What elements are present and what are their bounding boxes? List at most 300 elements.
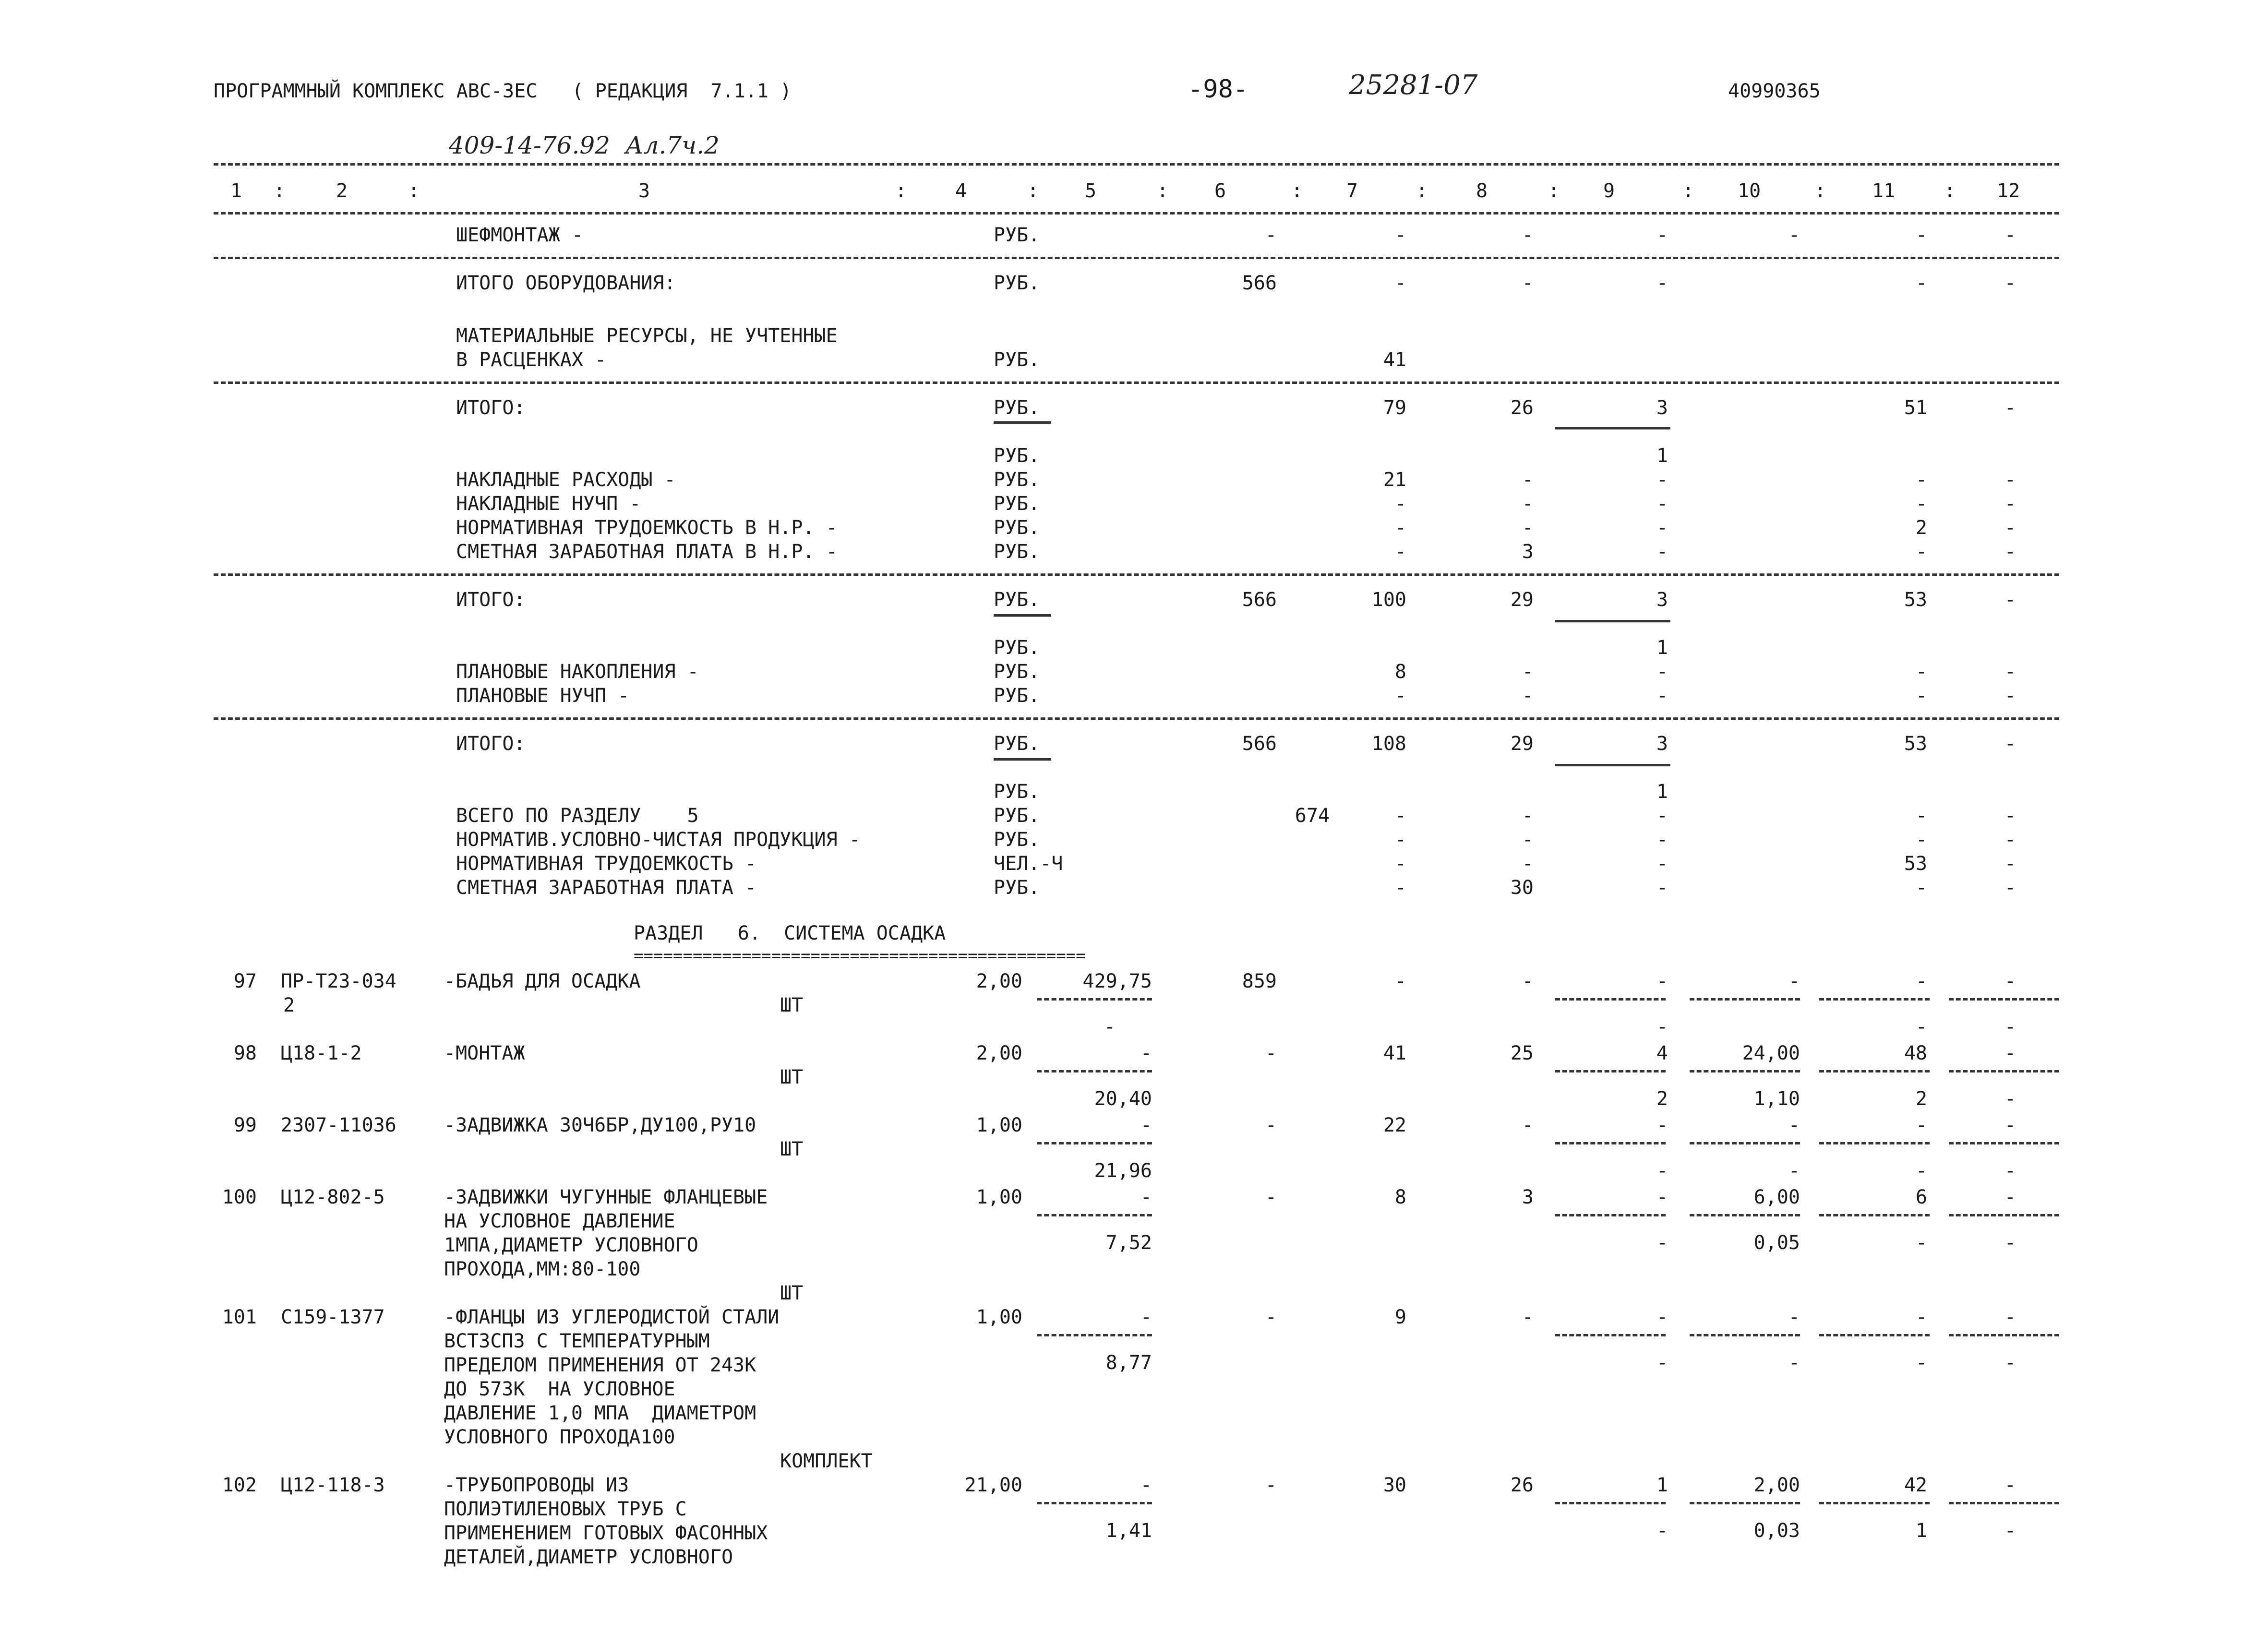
item-description: НА УСЛОВНОЕ ДАВЛЕНИЕ [444, 1210, 675, 1232]
item-sub-col12: - [2004, 1088, 2016, 1110]
program-title: ПРОГРАММНЫЙ КОМПЛЕКС АВС-3ЕС ( РЕДАКЦИЯ 7.1.1 ) [214, 80, 792, 102]
item-sub-price: 21,96 [1094, 1160, 1152, 1182]
column-separator: : [1814, 180, 1826, 202]
summary-col12: - [2004, 493, 2016, 515]
summary-col7: - [1394, 829, 1406, 851]
summary-col9: - [1656, 829, 1668, 851]
item-number: 101 [222, 1306, 257, 1328]
summary-col11: - [1915, 685, 1927, 707]
item-description: ДО 573К НА УСЛОВНОЕ [444, 1378, 675, 1400]
item-number: 102 [222, 1474, 257, 1496]
summary-col6: - [1265, 224, 1277, 246]
item-col8: 25 [1510, 1042, 1534, 1064]
item-unit: ШТ [780, 1282, 804, 1304]
summary-unit: РУБ. [994, 589, 1040, 611]
summary-col7: 100 [1371, 589, 1406, 611]
item-col11: 6 [1915, 1186, 1927, 1208]
summary-col11: - [1915, 541, 1927, 563]
summary-col12: - [2004, 589, 2016, 611]
column-separator: : [1548, 180, 1560, 202]
item-unit-price: - [1140, 1186, 1152, 1208]
summary-col12: - [2004, 541, 2016, 563]
column-number: 10 [1738, 180, 1761, 202]
item-code: 2307-11036 [281, 1114, 396, 1136]
col9-underline [1555, 427, 1670, 429]
cost-underline [1819, 1334, 1930, 1336]
item-description: ДАВЛЕНИЕ 1,0 МПА ДИАМЕТРОМ [444, 1402, 756, 1424]
item-col10: 6,00 [1753, 1186, 1800, 1208]
summary-rule [214, 717, 2059, 720]
item-description: -ЗАДВИЖКИ ЧУГУННЫЕ ФЛАНЦЕВЫЕ [444, 1186, 768, 1208]
item-quantity: 2,00 [976, 1042, 1022, 1064]
summary-label: ШЕФМОНТАЖ - [456, 224, 583, 246]
summary-col6: 566 [1242, 733, 1277, 755]
column-number: 4 [955, 180, 967, 202]
summary-unit: РУБ. [994, 397, 1040, 419]
item-sub-col11: 1 [1915, 1520, 1927, 1542]
summary-label: ПЛАНОВЫЕ НУЧП - [456, 685, 630, 707]
item-col11: - [1915, 1114, 1927, 1136]
cost-underline [1555, 1502, 1666, 1504]
item-col8: 3 [1522, 1186, 1534, 1208]
summary-col7: - [1394, 272, 1406, 294]
summary-col11: - [1915, 224, 1927, 246]
summary-col9: - [1656, 224, 1668, 246]
item-col12: - [2004, 1306, 2016, 1328]
cost-underline [1555, 1142, 1666, 1144]
price-underline [1037, 1070, 1152, 1072]
summary-rule [214, 573, 2059, 576]
summary-label: МАТЕРИАЛЬНЫЕ РЕСУРСЫ, НЕ УЧТЕННЫЕ [456, 325, 838, 347]
item-cost: - [1265, 1042, 1277, 1064]
summary-col7: - [1394, 493, 1406, 515]
cost-underline [1555, 1070, 1666, 1072]
summary-col7: 108 [1371, 733, 1406, 755]
item-col12: - [2004, 1474, 2016, 1496]
column-separator: : [1027, 180, 1039, 202]
summary-col9: 3 [1656, 589, 1668, 611]
summary-col12: - [2004, 224, 2016, 246]
header-rule-bottom [214, 212, 2059, 214]
item-sub-price: 7,52 [1105, 1232, 1152, 1254]
summary-label: ПЛАНОВЫЕ НАКОПЛЕНИЯ - [456, 661, 699, 683]
item-description: УСЛОВНОГО ПРОХОДА100 [444, 1426, 675, 1448]
col9-underline [1555, 620, 1670, 622]
item-col12: - [2004, 970, 2016, 992]
summary-col9: - [1656, 541, 1668, 563]
item-quantity: 2,00 [976, 970, 1022, 992]
item-unit: ШТ [780, 994, 804, 1016]
summary-col9: - [1656, 469, 1668, 491]
cost-underline [1555, 1214, 1666, 1216]
summary-label: НОРМАТИВНАЯ ТРУДОЕМКОСТЬ - [456, 853, 757, 875]
summary-col8: 3 [1522, 541, 1534, 563]
cost-underline [1690, 1070, 1800, 1072]
cost-underline [1690, 1334, 1800, 1336]
summary-label: ИТОГО ОБОРУДОВАНИЯ: [456, 272, 676, 294]
summary-label: НОРМАТИВНАЯ ТРУДОЕМКОСТЬ В Н.Р. - [456, 517, 838, 539]
summary-unit: РУБ. [994, 805, 1040, 827]
price-underline [1037, 1334, 1152, 1336]
cost-underline [1949, 998, 2059, 1001]
summary-col7: - [1394, 853, 1406, 875]
item-unit: КОМПЛЕКТ [780, 1450, 873, 1472]
section-title: РАЗДЕЛ 6. СИСТЕМА ОСАДКА [634, 922, 946, 944]
summary-col8: - [1522, 517, 1534, 539]
section-title-rule: ============================================== [634, 946, 1086, 965]
item-col8: - [1522, 1306, 1534, 1328]
column-number: 12 [1997, 180, 2020, 202]
unit-underline [994, 758, 1051, 761]
cost-underline [1690, 1502, 1800, 1504]
summary-col12: - [2004, 733, 2016, 755]
item-description: ПРИМЕНЕНИЕМ ГОТОВЫХ ФАСОННЫХ [444, 1522, 768, 1544]
item-number: 100 [222, 1186, 257, 1208]
summary-unit: РУБ. [994, 445, 1040, 467]
summary-col7: 41 [1383, 349, 1406, 371]
summary-rule [214, 381, 2059, 384]
column-number: 7 [1346, 180, 1358, 202]
item-col9: - [1656, 1306, 1668, 1328]
summary-col8: - [1522, 829, 1534, 851]
document-number: 40990365 [1728, 80, 1821, 102]
item-col11: - [1915, 1306, 1927, 1328]
summary-col12: - [2004, 272, 2016, 294]
item-col10: 2,00 [1753, 1474, 1800, 1496]
item-description: ВСТ3СП3 С ТЕМПЕРАТУРНЫМ [444, 1330, 710, 1352]
item-col9: 4 [1656, 1042, 1668, 1064]
item-number: 99 [233, 1114, 257, 1136]
item-sub-price: - [1104, 1016, 1116, 1038]
item-sub-price: 20,40 [1094, 1088, 1152, 1110]
item-sub-col10: - [1788, 1352, 1800, 1374]
item-col8: 26 [1510, 1474, 1534, 1496]
summary-label: ИТОГО: [456, 733, 526, 755]
cost-underline [1949, 1070, 2059, 1072]
item-description: ДЕТАЛЕЙ,ДИАМЕТР УСЛОВНОГО [444, 1546, 733, 1568]
item-code: С159-1377 [281, 1306, 385, 1328]
summary-col11: 53 [1904, 733, 1927, 755]
summary-unit: РУБ. [994, 877, 1040, 899]
summary-col8: - [1522, 853, 1534, 875]
item-col7: 22 [1383, 1114, 1406, 1136]
item-quantity: 1,00 [976, 1306, 1022, 1328]
summary-col8: 29 [1510, 733, 1534, 755]
item-col7: 8 [1394, 1186, 1406, 1208]
item-cost: - [1265, 1474, 1277, 1496]
summary-col11: - [1915, 829, 1927, 851]
summary-col11: 51 [1904, 397, 1927, 419]
item-sub-col10: 0,03 [1753, 1520, 1800, 1542]
cost-underline [1819, 1502, 1930, 1504]
summary-col8: 30 [1510, 877, 1534, 899]
summary-unit: РУБ. [994, 685, 1040, 707]
item-unit: ШТ [780, 1066, 804, 1088]
summary-col9: - [1656, 853, 1668, 875]
item-sub-col11: - [1915, 1352, 1927, 1374]
summary-col12: - [2004, 805, 2016, 827]
item-cost: - [1265, 1114, 1277, 1136]
summary-col11: - [1915, 272, 1927, 294]
column-separator: : [895, 180, 907, 202]
item-sub-col10: 0,05 [1753, 1232, 1800, 1254]
column-separator: : [1291, 180, 1303, 202]
item-sub-col9: 2 [1656, 1088, 1668, 1110]
item-unit-price: - [1140, 1042, 1152, 1064]
cost-underline [1949, 1214, 2059, 1216]
summary-col9: - [1656, 805, 1668, 827]
cost-underline [1555, 1334, 1666, 1336]
summary-col7: - [1394, 517, 1406, 539]
cost-underline [1690, 1214, 1800, 1216]
item-col9: 1 [1656, 1474, 1668, 1496]
cost-underline [1949, 1502, 2059, 1504]
price-underline [1037, 1142, 1152, 1144]
column-number: 5 [1085, 180, 1097, 202]
summary-col7: 21 [1383, 469, 1406, 491]
item-description: -ФЛАНЦЫ ИЗ УГЛЕРОДИСТОЙ СТАЛИ [444, 1306, 780, 1328]
item-number: 98 [233, 1042, 257, 1064]
cost-underline [1949, 1142, 2059, 1144]
item-sub-col9: - [1656, 1160, 1668, 1182]
column-number: 6 [1214, 180, 1226, 202]
item-sub-col11: 2 [1915, 1088, 1927, 1110]
summary-unit: РУБ. [994, 829, 1040, 851]
summary-col6: 674 [1295, 805, 1330, 827]
summary-col11: - [1915, 469, 1927, 491]
item-unit-price: - [1140, 1306, 1152, 1328]
handwritten-code: 25281-07 [1349, 70, 1478, 101]
summary-col12: - [2004, 469, 2016, 491]
summary-col12: - [2004, 517, 2016, 539]
summary-col8: - [1522, 493, 1534, 515]
column-separator: : [1157, 180, 1169, 202]
summary-col11: 53 [1904, 853, 1927, 875]
summary-col8: - [1522, 661, 1534, 683]
item-sub-col11: - [1915, 1016, 1927, 1038]
item-col8: - [1522, 1114, 1534, 1136]
item-sub-col10: - [1788, 1160, 1800, 1182]
column-number: 3 [638, 180, 650, 202]
item-description: -БАДЬЯ ДЛЯ ОСАДКА [444, 970, 641, 992]
summary-col8: - [1522, 469, 1534, 491]
item-code: ПР-Т23-034 [281, 970, 396, 992]
summary-col9: 1 [1656, 637, 1668, 659]
cost-underline [1819, 998, 1930, 1001]
column-separator: : [408, 180, 420, 202]
item-code: Ц18-1-2 [281, 1042, 362, 1064]
summary-col7: - [1394, 805, 1406, 827]
column-separator: : [1682, 180, 1694, 202]
summary-col11: - [1915, 805, 1927, 827]
summary-col9: - [1656, 517, 1668, 539]
summary-col7: - [1394, 877, 1406, 899]
summary-col7: 8 [1394, 661, 1406, 683]
summary-col12: - [2004, 685, 2016, 707]
summary-label: ВСЕГО ПО РАЗДЕЛУ 5 [456, 805, 699, 827]
column-separator: : [274, 180, 286, 202]
summary-col12: - [2004, 397, 2016, 419]
summary-unit: РУБ. [994, 517, 1040, 539]
summary-label: ИТОГО: [456, 397, 526, 419]
item-description: -ТРУБОПРОВОДЫ ИЗ [444, 1474, 629, 1496]
item-sub-col9: - [1656, 1520, 1668, 1542]
summary-col11: - [1915, 661, 1927, 683]
item-col11: 42 [1904, 1474, 1927, 1496]
item-col11: - [1915, 970, 1927, 992]
summary-col9: - [1656, 493, 1668, 515]
item-col9: - [1656, 1114, 1668, 1136]
cost-underline [1819, 1142, 1930, 1144]
summary-label: ИТОГО: [456, 589, 526, 611]
cost-underline [1555, 998, 1666, 1001]
summary-col7: - [1394, 685, 1406, 707]
item-col12: - [2004, 1114, 2016, 1136]
item-sub-price: 8,77 [1105, 1352, 1152, 1374]
item-sub-price: 1,41 [1105, 1520, 1152, 1542]
summary-col6: 566 [1242, 272, 1277, 294]
item-code: 2 [283, 994, 295, 1016]
item-col7: - [1394, 970, 1406, 992]
summary-col9: - [1656, 661, 1668, 683]
summary-label: СМЕТНАЯ ЗАРАБОТНАЯ ПЛАТА В Н.Р. - [456, 541, 838, 563]
column-number: 8 [1476, 180, 1488, 202]
summary-unit: ЧЕЛ.-Ч [994, 853, 1063, 875]
item-unit-price: - [1140, 1114, 1152, 1136]
item-description: ПРОХОДА,ММ:80-100 [444, 1258, 641, 1280]
column-number: 1 [230, 180, 242, 202]
unit-underline [994, 614, 1051, 617]
item-sub-col11: - [1915, 1160, 1927, 1182]
item-col9: - [1656, 1186, 1668, 1208]
item-col10: - [1788, 1306, 1800, 1328]
item-col9: - [1656, 970, 1668, 992]
item-unit-price: 429,75 [1082, 970, 1152, 992]
item-sub-col10: 1,10 [1753, 1088, 1800, 1110]
column-separator: : [1416, 180, 1428, 202]
summary-col7: - [1394, 541, 1406, 563]
cost-underline [1690, 998, 1800, 1001]
summary-unit: РУБ. [994, 272, 1040, 294]
summary-unit: РУБ. [994, 493, 1040, 515]
summary-col8: - [1522, 272, 1534, 294]
summary-label: В РАСЦЕНКАХ - [456, 349, 607, 371]
item-col10: - [1788, 970, 1800, 992]
item-col7: 9 [1394, 1306, 1406, 1328]
summary-col10: - [1788, 224, 1800, 246]
summary-col9: 3 [1656, 397, 1668, 419]
summary-label: НОРМАТИВ.УСЛОВНО-ЧИСТАЯ ПРОДУКЦИЯ - [456, 829, 861, 851]
item-col12: - [2004, 1186, 2016, 1208]
item-sub-col9: - [1656, 1232, 1668, 1254]
summary-col11: - [1915, 493, 1927, 515]
item-sub-col12: - [2004, 1160, 2016, 1182]
summary-label: СМЕТНАЯ ЗАРАБОТНАЯ ПЛАТА - [456, 877, 757, 899]
summary-col8: 26 [1510, 397, 1534, 419]
summary-unit: РУБ. [994, 733, 1040, 755]
item-cost: - [1265, 1186, 1277, 1208]
handwritten-reference: 409-14-76.92 Ал.7ч.2 [449, 131, 720, 159]
summary-col11: - [1915, 877, 1927, 899]
summary-col6: 566 [1242, 589, 1277, 611]
item-col10: - [1788, 1114, 1800, 1136]
summary-col9: - [1656, 877, 1668, 899]
summary-label: НАКЛАДНЫЕ НУЧП - [456, 493, 641, 515]
item-quantity: 1,00 [976, 1186, 1022, 1208]
item-sub-col12: - [2004, 1232, 2016, 1254]
summary-col8: - [1522, 224, 1534, 246]
summary-unit: РУБ. [994, 661, 1040, 683]
summary-col8: - [1522, 685, 1534, 707]
item-quantity: 21,00 [964, 1474, 1022, 1496]
item-unit-price: - [1140, 1474, 1152, 1496]
cost-underline [1949, 1334, 2059, 1336]
summary-col9: 1 [1656, 781, 1668, 803]
item-description: -МОНТАЖ [444, 1042, 525, 1064]
item-col7: 30 [1383, 1474, 1406, 1496]
summary-col7: 79 [1383, 397, 1406, 419]
summary-col8: 29 [1510, 589, 1534, 611]
price-underline [1037, 998, 1152, 1001]
unit-underline [994, 421, 1051, 424]
item-col10: 24,00 [1742, 1042, 1800, 1064]
item-code: Ц12-118-3 [281, 1474, 385, 1496]
summary-unit: РУБ. [994, 541, 1040, 563]
cost-underline [1690, 1142, 1800, 1144]
item-number: 97 [233, 970, 257, 992]
column-number: 11 [1872, 180, 1896, 202]
item-col12: - [2004, 1042, 2016, 1064]
summary-col11: 53 [1904, 589, 1927, 611]
item-unit: ШТ [780, 1138, 804, 1160]
item-col8: - [1522, 970, 1534, 992]
summary-col11: 2 [1915, 517, 1927, 539]
item-description: ПРЕДЕЛОМ ПРИМЕНЕНИЯ ОТ 243К [444, 1354, 756, 1376]
summary-col9: 1 [1656, 445, 1668, 467]
summary-unit: РУБ. [994, 781, 1040, 803]
summary-unit: РУБ. [994, 349, 1040, 371]
summary-label: НАКЛАДНЫЕ РАСХОДЫ - [456, 469, 676, 491]
summary-col12: - [2004, 829, 2016, 851]
item-description: -ЗАДВИЖКА 30Ч6БР,ДУ100,РУ10 [444, 1114, 756, 1136]
header-rule-top [214, 163, 2059, 166]
item-sub-col9: - [1656, 1352, 1668, 1374]
summary-col9: - [1656, 272, 1668, 294]
summary-col8: - [1522, 805, 1534, 827]
item-cost: - [1265, 1306, 1277, 1328]
summary-col9: - [1656, 685, 1668, 707]
item-quantity: 1,00 [976, 1114, 1022, 1136]
item-code: Ц12-802-5 [281, 1186, 385, 1208]
column-number: 9 [1603, 180, 1615, 202]
price-underline [1037, 1502, 1152, 1504]
item-sub-col9: - [1656, 1016, 1668, 1038]
summary-col12: - [2004, 853, 2016, 875]
item-cost: 859 [1242, 970, 1277, 992]
summary-col12: - [2004, 661, 2016, 683]
item-sub-col12: - [2004, 1016, 2016, 1038]
price-underline [1037, 1214, 1152, 1216]
cost-underline [1819, 1214, 1930, 1216]
summary-col7: - [1394, 224, 1406, 246]
column-number: 2 [336, 180, 348, 202]
summary-unit: РУБ. [994, 469, 1040, 491]
summary-unit: РУБ. [994, 224, 1040, 246]
item-col11: 48 [1904, 1042, 1927, 1064]
item-sub-col11: - [1915, 1232, 1927, 1254]
column-separator: : [1944, 180, 1956, 202]
summary-rule [214, 257, 2059, 259]
